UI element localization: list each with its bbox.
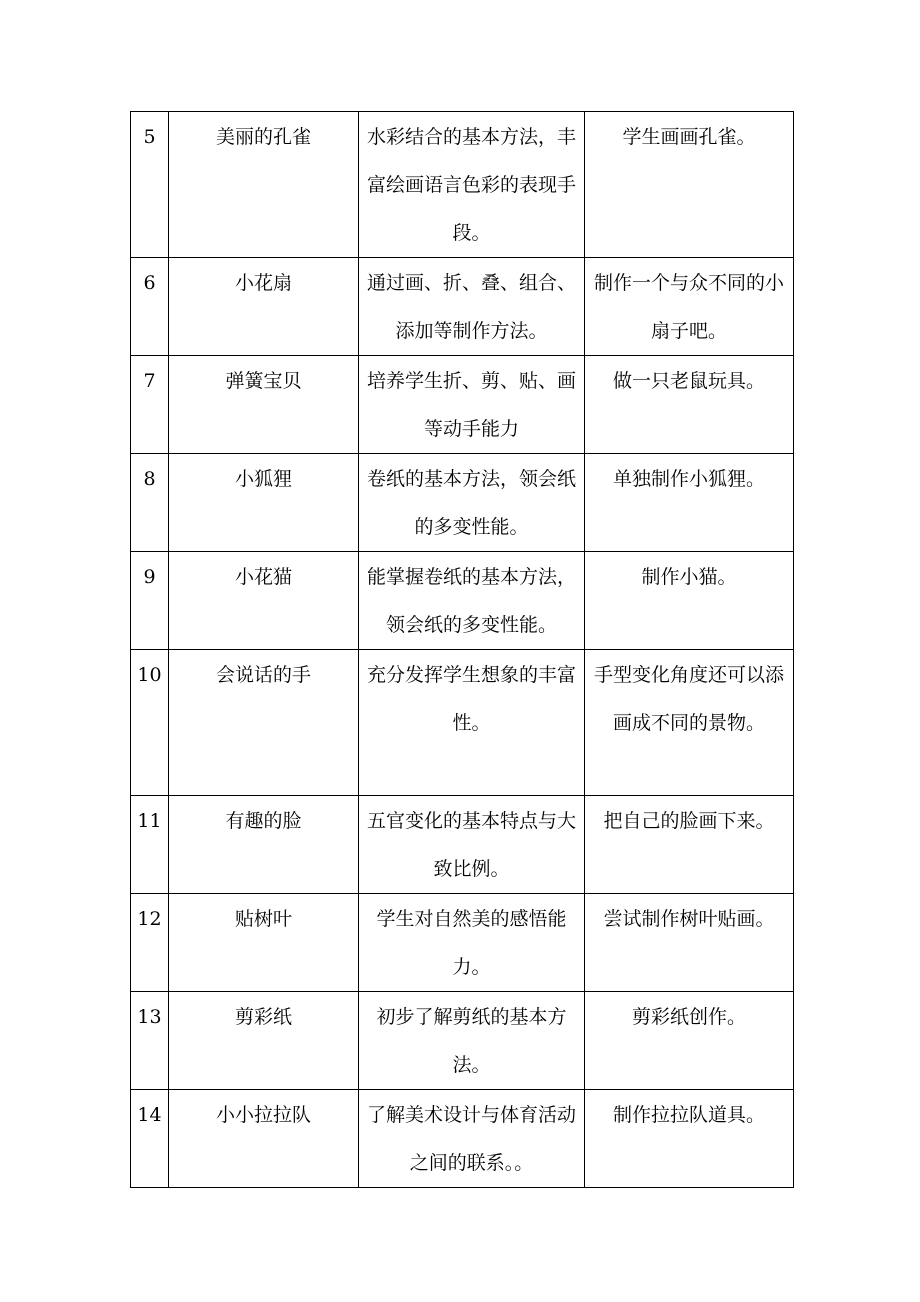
table-row (131, 258, 794, 356)
lesson-task: 制作拉拉队道具。 (585, 1090, 794, 1188)
lesson-title: 贴树叶 (169, 894, 359, 992)
lesson-task: 手型变化角度还可以添画成不同的景物。 (585, 650, 794, 796)
lesson-task: 剪彩纸创作。 (585, 992, 794, 1090)
lesson-number: 6 (131, 258, 169, 356)
lesson-title: 剪彩纸 (169, 992, 359, 1090)
lesson-number: 7 (131, 356, 169, 454)
lesson-task: 单独制作小狐狸。 (585, 454, 794, 552)
lesson-number: 14 (131, 1090, 169, 1188)
table-row (131, 1090, 794, 1188)
lesson-method: 学生对自然美的感悟能力。 (359, 894, 585, 992)
lesson-title: 美丽的孔雀 (169, 112, 359, 258)
lesson-task: 做一只老鼠玩具。 (585, 356, 794, 454)
table-row (131, 552, 794, 650)
lesson-task: 把自己的脸画下来。 (585, 796, 794, 894)
lesson-method: 五官变化的基本特点与大致比例。 (359, 796, 585, 894)
lesson-title: 小小拉拉队 (169, 1090, 359, 1188)
lesson-title: 弹簧宝贝 (169, 356, 359, 454)
lesson-table (130, 111, 794, 1188)
lesson-method: 了解美术设计与体育活动之间的联系。。 (359, 1090, 585, 1188)
lesson-task: 尝试制作树叶贴画。 (585, 894, 794, 992)
lesson-task: 制作一个与众不同的小扇子吧。 (585, 258, 794, 356)
lesson-number: 10 (131, 650, 169, 796)
lesson-method: 能掌握卷纸的基本方法，领会纸的多变性能。 (359, 552, 585, 650)
lesson-method: 通过画、折、叠、组合、添加等制作方法。 (359, 258, 585, 356)
table-row (131, 356, 794, 454)
lesson-method: 培养学生折、剪、贴、画等动手能力 (359, 356, 585, 454)
lesson-number: 9 (131, 552, 169, 650)
table-row (131, 650, 794, 796)
lesson-number: 8 (131, 454, 169, 552)
lesson-title: 会说话的手 (169, 650, 359, 796)
lesson-method: 充分发挥学生想象的丰富性。 (359, 650, 585, 796)
lesson-title: 小花扇 (169, 258, 359, 356)
lesson-number: 12 (131, 894, 169, 992)
table-row (131, 454, 794, 552)
table-row (131, 796, 794, 894)
table-row (131, 112, 794, 258)
lesson-method: 水彩结合的基本方法，丰富绘画语言色彩的表现手段。 (359, 112, 585, 258)
lesson-method: 卷纸的基本方法，领会纸的多变性能。 (359, 454, 585, 552)
lesson-task: 制作小猫。 (585, 552, 794, 650)
table-row (131, 894, 794, 992)
lesson-method: 初步了解剪纸的基本方法。 (359, 992, 585, 1090)
lesson-number: 11 (131, 796, 169, 894)
lesson-task: 学生画画孔雀。 (585, 112, 794, 258)
lesson-number: 13 (131, 992, 169, 1090)
lesson-title: 小狐狸 (169, 454, 359, 552)
lesson-number: 5 (131, 112, 169, 258)
table-row (131, 992, 794, 1090)
lesson-title: 小花猫 (169, 552, 359, 650)
lesson-title: 有趣的脸 (169, 796, 359, 894)
